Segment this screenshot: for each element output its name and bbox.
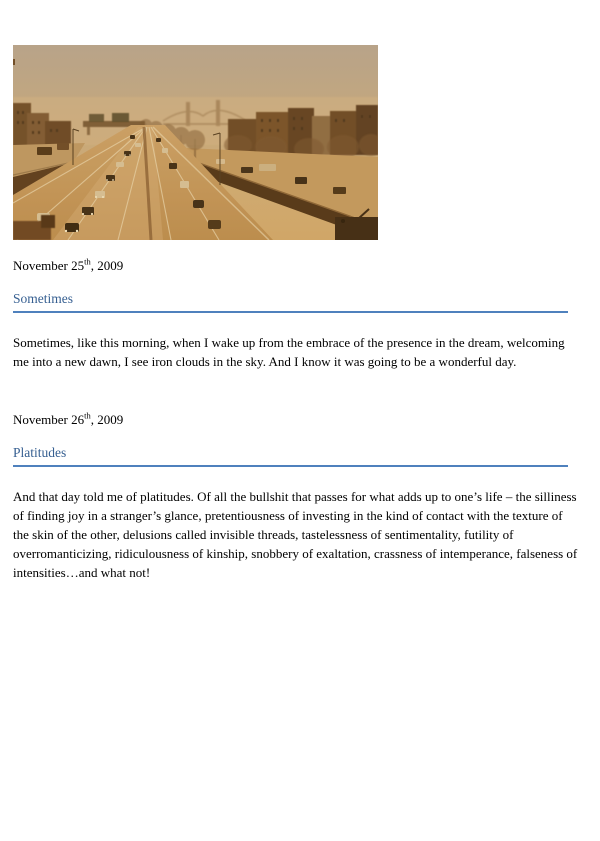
entry-body: Sometimes, like this morning, when I wake up from the embrace of the presence in the dream, welcoming me into a new dawn, I see iron clouds in the sky. And I know it was going to be a wonderful day. bbox=[13, 335, 565, 369]
date-text: November 26 bbox=[13, 412, 85, 427]
date-ordinal: th bbox=[84, 256, 91, 267]
heading-rule bbox=[13, 311, 568, 313]
date-text: November 25 bbox=[13, 258, 85, 273]
date-year: , 2009 bbox=[90, 412, 124, 427]
entry-title: Sometimes bbox=[13, 291, 73, 306]
journal-entry-1 bbox=[13, 258, 600, 371]
traffic-photo-art bbox=[13, 45, 378, 240]
entry-body: And that day told me of platitudes. Of all the bullshit that passes for what adds up to one’s life – the silliness of finding joy in a stranger’s glance, pretentiousness of investing in the kind of contact with the texture of the skin of the other, delusions called invisible threads, tastelessness of sentimentality, futility of overromanticizing, ridiculousness of kinship, snobbery of exaltation, crassness of intemperance, falseness of intensities…and what not! bbox=[13, 489, 578, 580]
date-year: , 2009 bbox=[90, 258, 124, 273]
date-ordinal: th bbox=[84, 410, 91, 421]
heading-rule bbox=[13, 465, 568, 467]
entry-date bbox=[13, 412, 600, 427]
entry-title: Platitudes bbox=[13, 445, 67, 460]
journal-entry-2 bbox=[13, 412, 600, 582]
document-content bbox=[0, 45, 600, 582]
entry-date bbox=[13, 258, 600, 273]
traffic-photo bbox=[13, 45, 378, 240]
